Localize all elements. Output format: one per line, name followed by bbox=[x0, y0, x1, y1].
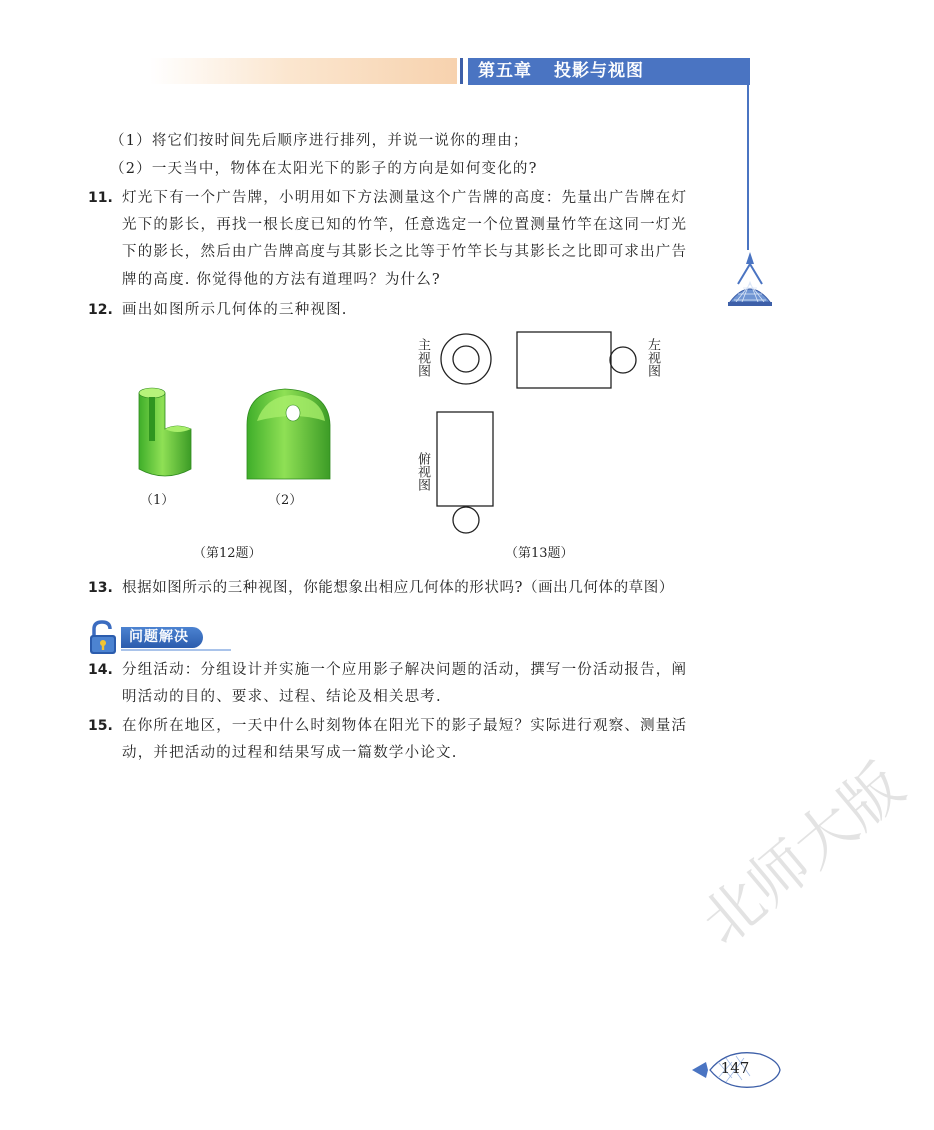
page-number: 147 bbox=[720, 1059, 750, 1077]
q14-line-1: 分组活动：分组设计并实施一个应用影子解决问题的活动，撰写一份活动报告，阐 bbox=[122, 662, 688, 678]
q15-number: 15. bbox=[88, 718, 113, 734]
q14-number: 14. bbox=[88, 662, 113, 678]
left-view-circle bbox=[610, 347, 636, 373]
chapter-header bbox=[468, 58, 750, 85]
section-title: 问题解决 bbox=[121, 627, 203, 648]
q10-part2: （2）一天当中，物体在太阳光下的影子的方向是如何变化的? bbox=[110, 161, 538, 177]
top-view-rect bbox=[437, 412, 493, 506]
figure-13-caption: （第13题） bbox=[505, 546, 574, 561]
solid-1-shape bbox=[139, 388, 191, 476]
section-underline bbox=[121, 648, 231, 652]
figure-12-solids bbox=[125, 385, 335, 485]
header-divider bbox=[460, 58, 463, 84]
header-gradient bbox=[150, 58, 457, 84]
front-view-inner-circle bbox=[453, 346, 479, 372]
front-view-label: 主视图 bbox=[415, 338, 430, 377]
chapter-number: 第五章 bbox=[478, 61, 532, 81]
q15-line-1: 在你所在地区，一天中什么时刻物体在阳光下的影子最短？实际进行观察、测量活 bbox=[122, 718, 688, 734]
q15-line-2: 动，并把活动的过程和结果写成一篇数学小论文. bbox=[122, 745, 458, 761]
solid-2-label: （2） bbox=[268, 493, 303, 508]
open-lock-icon bbox=[86, 620, 124, 656]
side-rule bbox=[747, 85, 749, 250]
q11-line-3: 下的影长，然后由广告牌高度与其影长之比等于竹竿长与其影长之比即可求出广告 bbox=[122, 244, 688, 260]
chapter-title: 投影与视图 bbox=[554, 61, 644, 81]
solid-1-label: （1） bbox=[140, 493, 175, 508]
q12-text: 画出如图所示几何体的三种视图. bbox=[122, 302, 348, 318]
left-view-rect bbox=[517, 332, 611, 388]
q10-part1: （1）将它们按时间先后顺序进行排列，并说一说你的理由； bbox=[110, 133, 529, 149]
q11-line-2: 光下的影长，再找一根长度已知的竹竿，任意选定一个位置测量竹竿在这同一灯光 bbox=[122, 217, 688, 233]
top-view-label: 俯视图 bbox=[415, 452, 430, 491]
watermark-text: 北师大版 bbox=[688, 750, 918, 959]
front-view-outer-circle bbox=[441, 334, 491, 384]
q11-number: 11. bbox=[88, 190, 113, 206]
q13-text: 根据如图所示的三种视图，你能想象出相应几何体的形状吗?（画出几何体的草图） bbox=[122, 580, 674, 596]
figure-12-caption: （第12题） bbox=[193, 546, 262, 561]
top-view-circle bbox=[453, 507, 479, 533]
left-view-label: 左视图 bbox=[645, 338, 660, 377]
compass-logo-icon bbox=[726, 250, 774, 310]
q11-line-1: 灯光下有一个广告牌，小明用如下方法测量这个广告牌的高度：先量出广告牌在灯 bbox=[122, 190, 688, 206]
q11-line-4: 牌的高度. 你觉得他的方法有道理吗？为什么? bbox=[122, 272, 441, 288]
solid-2-shape bbox=[247, 389, 330, 479]
q14-line-2: 明活动的目的、要求、过程、结论及相关思考. bbox=[122, 689, 442, 705]
q12-number: 12. bbox=[88, 302, 113, 318]
figure-13-views bbox=[440, 330, 650, 540]
q13-number: 13. bbox=[88, 580, 113, 596]
